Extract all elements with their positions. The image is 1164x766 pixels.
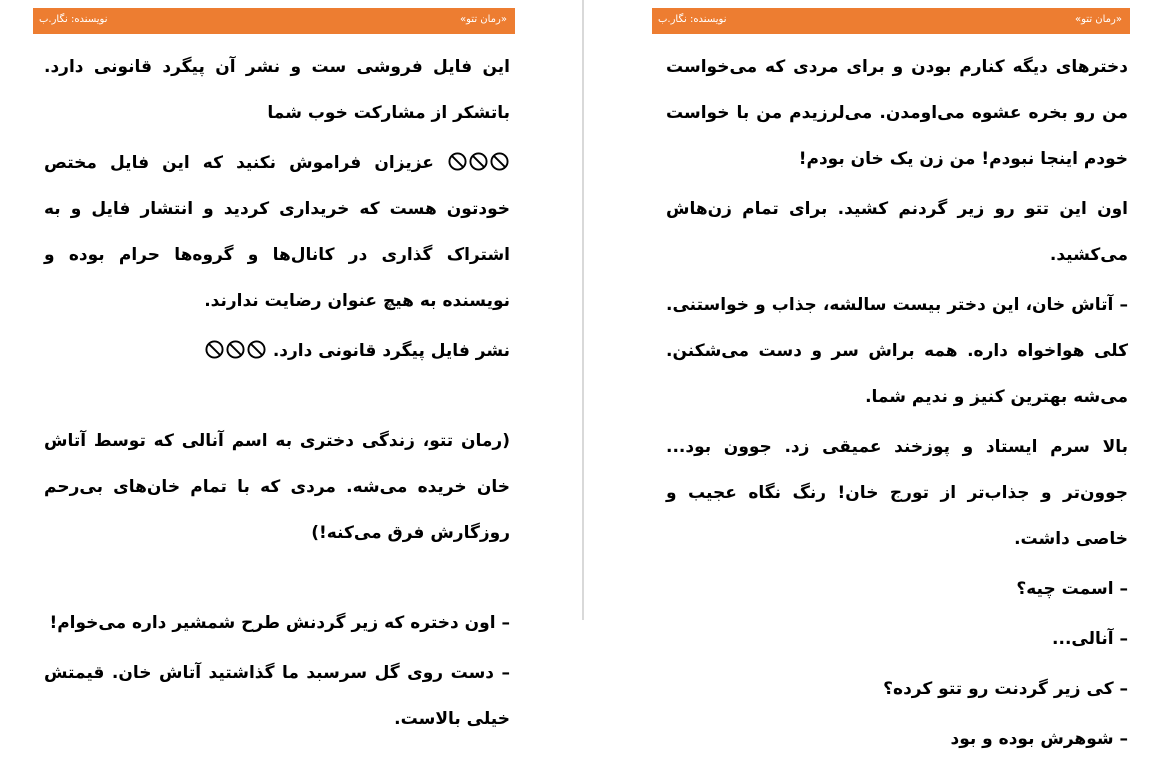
- paragraph: – دست روی گل سرسبد ما گذاشتید آتاش خان. قیمتش خیلی بالاست.: [44, 663, 510, 729]
- paragraph: [44, 140, 510, 324]
- ban-icons: [447, 153, 510, 173]
- spacer: [44, 378, 510, 418]
- paragraph: – اون دختره که زیر گردنش طرح شمشیر داره می‌خوام!: [49, 613, 510, 633]
- author-label: نویسنده: نگار.ب: [39, 14, 108, 25]
- paragraph: دخترهای دیگه کنارم بودن و برای مردی که می‌خواست من رو بخره عشوه می‌اومدن. می‌لرزیدم من با خواست خودم اینجا نبودم! من زن یک خان بودم!: [666, 57, 1128, 169]
- page-header: [33, 8, 515, 34]
- paragraph: این فایل فروشی ست و نشر آن پیگرد قانونی دارد. باتشکر از مشارکت خوب شما: [44, 57, 510, 123]
- page-header: [652, 8, 1130, 34]
- paragraph: – آنالی...: [1052, 629, 1128, 649]
- paragraph: [44, 328, 510, 374]
- paragraph-text: عزیزان فراموش نکنید که این فایل مختص خودتون هست که خریداری کردید و انتشار فایل و به اشتراک گذاری در کانال‌ها و گروه‌ها حرام بوده و نویسنده به هیچ عنوان رضایت ندارند.: [44, 153, 510, 311]
- prohibited-icon: [469, 152, 488, 171]
- paragraph: – آتاش خان، این دختر بیست سالشه، جذاب و خواستنی. کلی هواخواه داره. همه براش سر و دست می‌شکنن. می‌شه بهترین کنیز و ندیم شما.: [666, 295, 1128, 407]
- ban-icons: [204, 341, 267, 361]
- novel-title: «رمان تتو»: [1075, 14, 1122, 25]
- prohibited-icon: [490, 152, 509, 171]
- right-page: [584, 0, 1164, 749]
- prohibited-icon: [448, 152, 467, 171]
- spacer: [44, 560, 510, 600]
- page-content: [666, 44, 1128, 766]
- paragraph: – اسمت چیه؟: [1016, 579, 1128, 599]
- paragraph: (رمان تتو، زندگی دختری به اسم آنالی که توسط آتاش خان خریده می‌شه. مردی که با تمام خان‌های بی‌رحم روزگارش فرق می‌کنه!): [44, 431, 510, 543]
- paragraph: بالا سرم ایستاد و پوزخند عمیقی زد. جوون بود... جوون‌تر و جذاب‌تر از تورج خان! رنگ نگاه عجیب و خاصی داشت.: [666, 437, 1128, 549]
- prohibited-icon: [247, 340, 266, 359]
- page-content: [44, 44, 510, 746]
- novel-title: «رمان تتو»: [460, 14, 507, 25]
- paragraph: – شوهرش بوده و بود: [950, 729, 1128, 749]
- prohibited-icon: [205, 340, 224, 359]
- author-label: نویسنده: نگار.ب: [658, 14, 727, 25]
- paragraph-text: نشر فایل پیگرد قانونی دارد.: [272, 341, 510, 361]
- left-page: [0, 0, 582, 729]
- prohibited-icon: [226, 340, 245, 359]
- paragraph: – کی زیر گردنت رو تتو کرده؟: [883, 679, 1128, 699]
- paragraph: اون این تتو رو زیر گردنم کشید. برای تمام زن‌هاش می‌کشید.: [666, 199, 1128, 265]
